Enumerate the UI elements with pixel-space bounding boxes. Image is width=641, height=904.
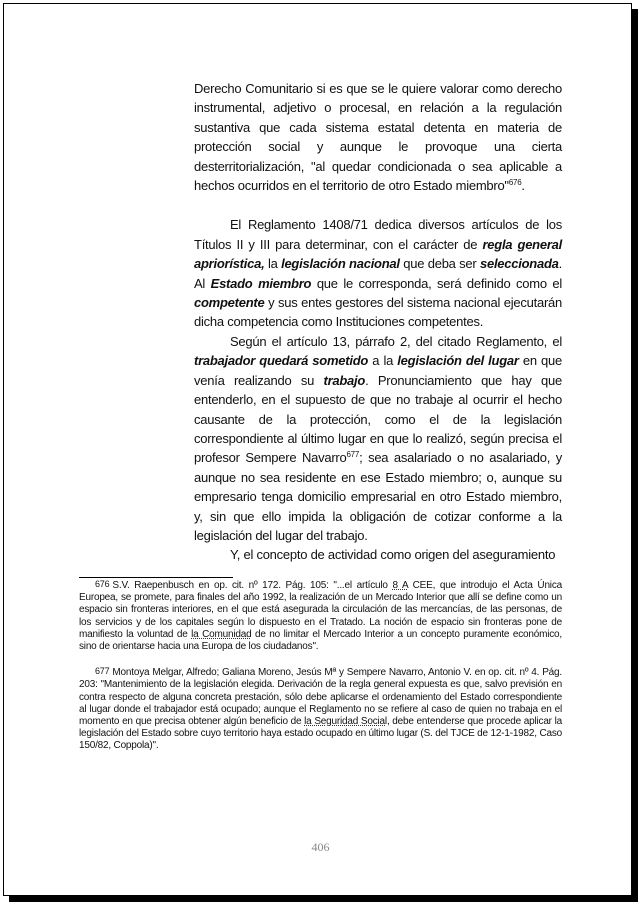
paragraph-1: Derecho Comunitario si es que se le quiere valorar como derecho instrumental, adjetivo o procesal, en relación a la regulación sustantiva que cada sistema estatal detenta en materia de protección social y aunque le provoque una cierta desterritorialización, "al quedar condicionada o sea aplicable a hechos ocurridos en el territorio de otro Estado miembro"$^{676}$. xyxy=(194,81,562,194)
footnote-ref-676[interactable]: 676 xyxy=(508,178,522,188)
footnotes xyxy=(79,580,562,753)
footnote-separator xyxy=(79,577,233,578)
paragraph-2: El Reglamento 1408/71 dedica diversos artículos de los Títulos II y III para determinar, con el carácter de regla general apriorística, la legislación nacional que deba ser seleccionada. Al Estado miembro que le corresponda, será definido como el competente y sus entes gestores del sistema nacional ejecutarán dicha competencia como Instituciones competentes. xyxy=(194,217,563,330)
footnote-676: $^{676}$ S.V. Raepenbusch en op. cit. nº 172. Pág. 105: "...el artículo 8 A CEE, que introdujo el Acta Única Europea, se promete, para finales del año 1992, la realización de un Mercado Interior que allí se define como un espacio sin fronteras interiores, en el que está asegurada la circulación de las mercancías, de las personas, de los servicios y de los capitales según lo dispuesto en el Tratado. La noción de espacio sin fronteras pone de manifiesto la voluntad de la Comunidad de no limitar el Mercado Interior a un concepto puramente económico, sino de orientarse hacia una Europa de los ciudadanos". xyxy=(79,579,562,653)
paragraph-3: Según el artículo 13, párrafo 2, del citado Reglamento, el trabajador quedará sometido a la legislación del lugar en que venía realizando su trabajo. Pronunciamiento que hay que entenderlo, en el supuesto de que no trabaje al ocurrir el hecho causante de la protección, como el de la legislación correspondiente al último lugar en que lo realizó, según precisa el profesor Sempere Navarro$^{677}$; sea asalariado o no asalariado, y aunque no sea residente en ese Estado miembro; o, aunque su empresario tenga domicilio empresarial en otro Estado miembro, y, sin que ello impida la obligación de cotizar conforme a la legislación del lugar del trabajo. xyxy=(194,333,563,543)
footnote-677: $^{677}$ Montoya Melgar, Alfredo; Galiana Moreno, Jesús Mª y Sempere Navarro, Antonio V. en op. cit. nº 4. Pág. 203: "Mantenimiento de la legislación elegida. Derivación de la regla general expuesta es que, salvo previsión en contra respecto de alguna concreta prestación, sólo debe aplicarse el ordenamiento del Estado correspondiente al lugar donde el trabajador está ocupado; aunque el Reglamento no se refiere al caso de quien no trabaja en el momento en que precisa obtener algún beneficio de la Seguridad Social, debe entenderse que procede aplicar la legislación del Estado sobre cuyo territorio haya estado ocupado en último lugar (S. del TJCE de 12-1-1982, Caso 150/82, Coppola)". xyxy=(79,666,562,752)
page-shadow-bottom xyxy=(9,896,638,902)
footnote-number: 676 xyxy=(95,579,110,589)
paragraph-4: Y, el concepto de actividad como origen del aseguramiento xyxy=(230,547,556,563)
body-text xyxy=(194,79,562,565)
page-shadow-right xyxy=(632,9,638,902)
footnote-ref-677[interactable]: 677 xyxy=(346,450,360,460)
page-number: 406 xyxy=(311,840,330,854)
footnote-number: 677 xyxy=(95,666,110,677)
